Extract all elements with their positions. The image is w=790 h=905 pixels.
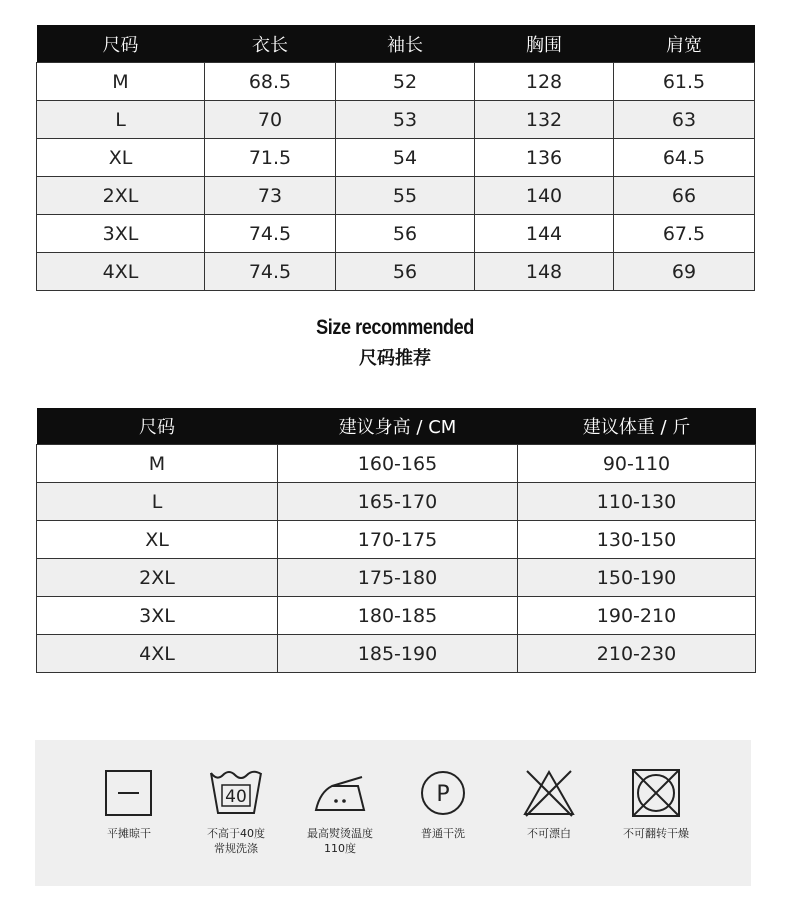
- table-row: [37, 445, 756, 483]
- header-size: 尺码: [37, 25, 205, 63]
- table-row: [37, 177, 755, 215]
- no-bleach-icon: [522, 768, 576, 818]
- chest-cell: 132: [475, 101, 614, 139]
- length-cell: 70: [205, 101, 336, 139]
- header-size: 尺码: [37, 408, 278, 445]
- length-cell: 74.5: [205, 253, 336, 291]
- shoulder-cell: 67.5: [614, 215, 755, 253]
- height-cell: 160-165: [278, 445, 518, 483]
- care-item-dry-clean: [388, 768, 498, 841]
- iron-icon: [312, 768, 368, 818]
- header-sleeve: 袖长: [336, 25, 475, 63]
- wash-40-icon: [208, 768, 264, 818]
- header-weight: 建议体重 / 斤: [518, 408, 756, 445]
- dry-clean-letter: P: [436, 782, 450, 807]
- size-cell: 4XL: [37, 635, 278, 673]
- weight-cell: 150-190: [518, 559, 756, 597]
- care-item-flat-dry: [74, 768, 184, 841]
- flat-dry-icon: [104, 768, 154, 818]
- care-item-no-bleach: [494, 768, 604, 841]
- care-label: 平摊晾干: [107, 827, 151, 840]
- table-row: [37, 253, 755, 291]
- table-row: [37, 215, 755, 253]
- size-cell: XL: [37, 521, 278, 559]
- shoulder-cell: 66: [614, 177, 755, 215]
- size-cell: 3XL: [37, 215, 205, 253]
- height-cell: 165-170: [278, 483, 518, 521]
- chest-cell: 148: [475, 253, 614, 291]
- care-label-line1: 最高熨烫温度: [307, 827, 373, 840]
- recommend-header-row: [37, 408, 756, 445]
- size-cell: 2XL: [37, 177, 205, 215]
- sleeve-cell: 56: [336, 253, 475, 291]
- wash-temperature-text: 40: [225, 787, 247, 807]
- header-chest: 胸围: [475, 25, 614, 63]
- size-cell: L: [37, 483, 278, 521]
- recommend-heading: [0, 316, 790, 370]
- size-cell: L: [37, 101, 205, 139]
- sleeve-cell: 53: [336, 101, 475, 139]
- table-row: [37, 63, 755, 101]
- size-cell: 3XL: [37, 597, 278, 635]
- height-cell: 175-180: [278, 559, 518, 597]
- care-label: 不可漂白: [527, 827, 571, 840]
- size-chart-header-row: [37, 25, 755, 63]
- header-height: 建议身高 / CM: [278, 408, 518, 445]
- table-row: [37, 139, 755, 177]
- length-cell: 68.5: [205, 63, 336, 101]
- length-cell: 71.5: [205, 139, 336, 177]
- recommend-title-zh: 尺码推荐: [359, 348, 431, 369]
- weight-cell: 210-230: [518, 635, 756, 673]
- size-cell: M: [37, 63, 205, 101]
- dry-clean-p-icon: [418, 768, 468, 818]
- chest-cell: 136: [475, 139, 614, 177]
- care-item-no-tumble-dry: [601, 768, 711, 841]
- table-row: [37, 483, 756, 521]
- care-item-wash-40: [181, 768, 291, 856]
- table-row: [37, 101, 755, 139]
- care-item-iron: [285, 768, 395, 856]
- table-row: [37, 597, 756, 635]
- sleeve-cell: 55: [336, 177, 475, 215]
- care-instructions-panel: [35, 740, 751, 886]
- care-label-line2: 常规洗涤: [214, 842, 258, 855]
- care-label-line1: 不高于40度: [207, 827, 265, 840]
- table-row: [37, 635, 756, 673]
- shoulder-cell: 64.5: [614, 139, 755, 177]
- length-cell: 73: [205, 177, 336, 215]
- care-label: 不可翻转干燥: [623, 827, 689, 840]
- size-cell: 4XL: [37, 253, 205, 291]
- no-tumble-dry-icon: [631, 768, 681, 818]
- care-label: 普通干洗: [421, 827, 465, 840]
- header-shoulder: 肩宽: [614, 25, 755, 63]
- care-label-line2: 110度: [324, 842, 356, 855]
- size-cell: 2XL: [37, 559, 278, 597]
- header-length: 衣长: [205, 25, 336, 63]
- size-recommend-table: [36, 408, 756, 673]
- weight-cell: 90-110: [518, 445, 756, 483]
- weight-cell: 130-150: [518, 521, 756, 559]
- table-row: [37, 521, 756, 559]
- height-cell: 185-190: [278, 635, 518, 673]
- height-cell: 170-175: [278, 521, 518, 559]
- height-cell: 180-185: [278, 597, 518, 635]
- sleeve-cell: 54: [336, 139, 475, 177]
- shoulder-cell: 63: [614, 101, 755, 139]
- chest-cell: 144: [475, 215, 614, 253]
- sleeve-cell: 52: [336, 63, 475, 101]
- recommend-title-en: Size recommended: [316, 316, 474, 339]
- sleeve-cell: 56: [336, 215, 475, 253]
- weight-cell: 110-130: [518, 483, 756, 521]
- size-cell: XL: [37, 139, 205, 177]
- shoulder-cell: 69: [614, 253, 755, 291]
- care-label: [285, 826, 395, 856]
- length-cell: 74.5: [205, 215, 336, 253]
- size-cell: M: [37, 445, 278, 483]
- chest-cell: 128: [475, 63, 614, 101]
- size-chart-table: [36, 25, 755, 291]
- weight-cell: 190-210: [518, 597, 756, 635]
- care-label: [181, 826, 291, 856]
- table-row: [37, 559, 756, 597]
- shoulder-cell: 61.5: [614, 63, 755, 101]
- chest-cell: 140: [475, 177, 614, 215]
